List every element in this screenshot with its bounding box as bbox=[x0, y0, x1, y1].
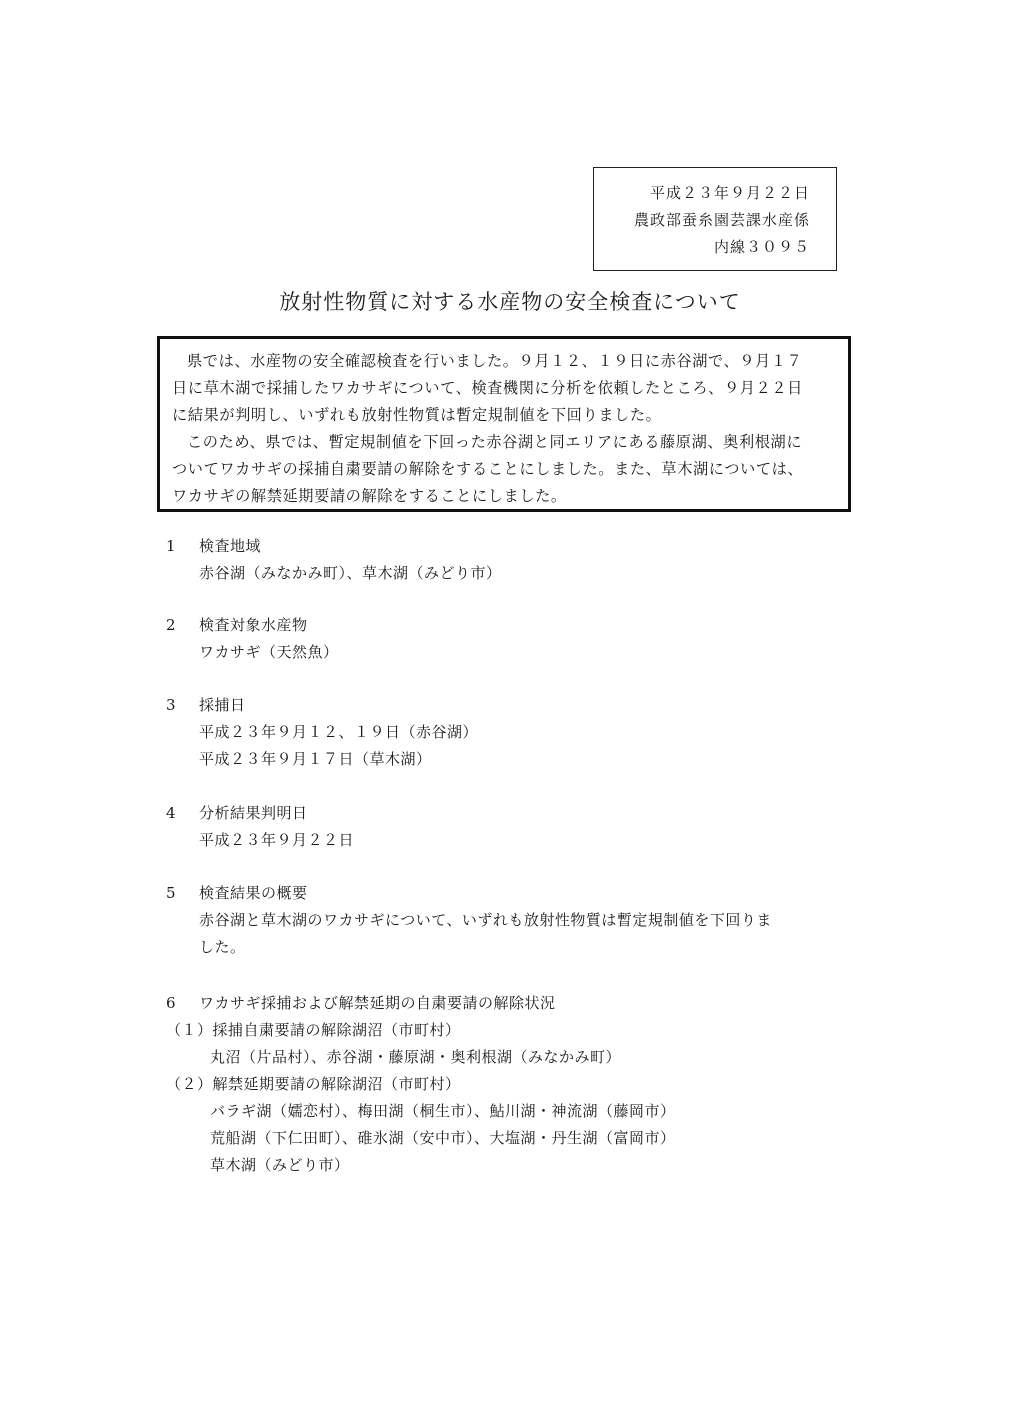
section-body-line: 平成２３年９月２２日 bbox=[199, 831, 355, 849]
document-title: 放射性物質に対する水産物の安全検査について bbox=[279, 290, 741, 314]
subsection-label: （１）採捕自粛要請の解除湖沼（市町村） bbox=[166, 1021, 461, 1039]
section-number: 3 bbox=[166, 696, 177, 714]
section-number: 2 bbox=[166, 616, 177, 634]
section-catch-date bbox=[166, 692, 478, 773]
subsection-body-line: 荒船湖（下仁田町）、碓氷湖（安中市）、大塩湖・丹生湖（富岡市） bbox=[210, 1129, 676, 1147]
issue-date: 平成２３年９月２２日 bbox=[649, 184, 810, 202]
section-heading: 検査対象水産物 bbox=[199, 616, 308, 634]
section-target-product bbox=[166, 612, 339, 666]
contact-info-box bbox=[593, 167, 837, 271]
section-body-line: 赤谷湖（みなかみ町）、草木湖（みどり市） bbox=[199, 564, 502, 582]
section-release-status bbox=[166, 990, 676, 1179]
summary-line: 県では、水産物の安全確認検査を行いました。９月１２、１９日に赤谷湖で、９月１７ bbox=[187, 352, 803, 370]
subsection-label: （２）解禁延期要請の解除湖沼（市町村） bbox=[166, 1075, 461, 1093]
section-body-line: 平成２３年９月１７日（草木湖） bbox=[199, 750, 432, 768]
section-number: 6 bbox=[166, 994, 177, 1012]
extension-number: 内線３０９５ bbox=[713, 238, 810, 256]
section-inspection-area bbox=[166, 533, 502, 587]
section-number: 5 bbox=[166, 884, 177, 902]
section-number: 4 bbox=[166, 804, 177, 822]
section-body-line: ワカサギ（天然魚） bbox=[199, 643, 339, 661]
section-body-line: 平成２３年９月１２、１９日（赤谷湖） bbox=[199, 723, 479, 741]
summary-line: このため、県では、暫定規制値を下回った赤谷湖と同エリアにある藤原湖、奥利根湖に bbox=[187, 433, 803, 451]
subsection-body-line: 草木湖（みどり市） bbox=[210, 1156, 350, 1174]
section-heading: ワカサギ採捕および解禁延期の自粛要請の解除状況 bbox=[199, 994, 556, 1012]
summary-line: ついてワカサギの採捕自粛要請の解除をすることにしました。また、草木湖については、 bbox=[172, 460, 804, 478]
summary-line: 日に草木湖で採捕したワカサギについて、検査機関に分析を依頼したところ、９月２２日 bbox=[172, 379, 803, 397]
subsection-body-line: バラギ湖（嬬恋村）、梅田湖（桐生市）、鮎川湖・神流湖（藤岡市） bbox=[210, 1102, 676, 1120]
section-result-summary bbox=[166, 880, 772, 961]
section-heading: 分析結果判明日 bbox=[199, 804, 308, 822]
section-body-line: した。 bbox=[199, 938, 246, 956]
section-body-line: 赤谷湖と草木湖のワカサギについて、いずれも放射性物質は暫定規制値を下回りま bbox=[199, 911, 772, 929]
section-number: 1 bbox=[166, 537, 177, 555]
section-heading: 検査結果の概要 bbox=[199, 884, 308, 902]
department-name: 農政部蚕糸園芸課水産係 bbox=[633, 211, 810, 229]
summary-box bbox=[157, 336, 851, 512]
section-heading: 検査地域 bbox=[199, 537, 262, 555]
section-heading: 採捕日 bbox=[199, 696, 246, 714]
summary-line: に結果が判明し、いずれも放射性物質は暫定規制値を下回りました。 bbox=[172, 406, 662, 424]
subsection-body-line: 丸沼（片品村）、赤谷湖・藤原湖・奥利根湖（みなかみ町） bbox=[210, 1048, 622, 1066]
section-result-date bbox=[166, 800, 354, 854]
summary-line: ワカサギの解禁延期要請の解除をすることにしました。 bbox=[172, 487, 567, 505]
